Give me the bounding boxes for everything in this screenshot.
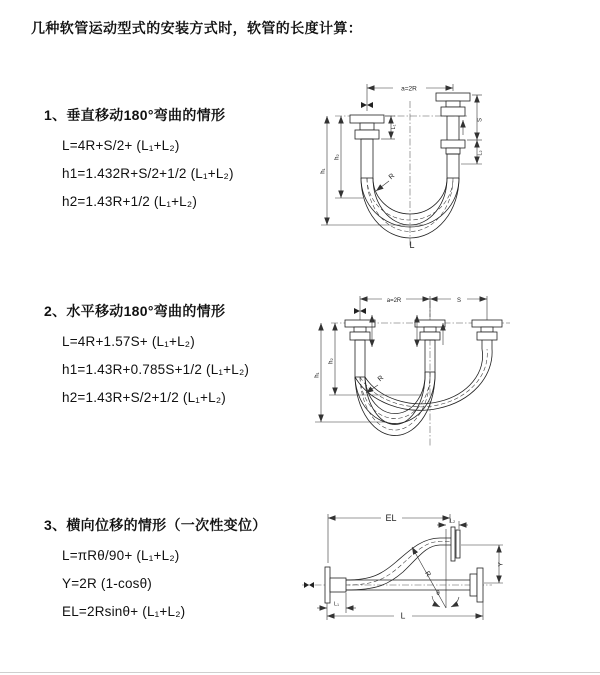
upper-flange-displaced-position <box>451 527 460 561</box>
displaced-hose-centerline <box>346 542 451 586</box>
length-label: L <box>400 610 406 621</box>
formula-line: L=πRθ/90+ (L₁+L₂) <box>62 548 180 563</box>
height1-label: h₁ <box>320 168 327 174</box>
span-dimension-label: a=2R <box>401 85 417 93</box>
hose-bend-arcs <box>355 349 492 436</box>
formula-list <box>62 132 234 216</box>
right-fitting-moved-position <box>472 320 502 349</box>
section-heading: 2、水平移动180°弯曲的情形 <box>44 303 226 319</box>
formula-line: L=4R+S/2+ (L₁+L₂) <box>62 138 180 153</box>
left-fitting <box>345 320 375 377</box>
formula-line: L=4R+1.57S+ (L₁+L₂) <box>62 334 195 349</box>
height2-label: h₂ <box>334 154 341 160</box>
section-heading: 1、垂直移动180°弯曲的情形 <box>44 107 226 123</box>
left-fitting <box>350 115 384 178</box>
formula-line: h2=1.43R+S/2+1/2 (L₁+L₂) <box>62 390 226 405</box>
formula-list <box>62 328 249 412</box>
connector-left-label: L₁ <box>391 124 397 130</box>
formula-list <box>62 542 267 626</box>
angle-label: θ <box>436 591 440 597</box>
formula-line: Y=2R (1-cosθ) <box>62 576 153 591</box>
section-lateral-displacement <box>44 515 267 626</box>
connector-left-label: L₁ <box>334 601 339 608</box>
page-bottom-rule <box>0 672 600 673</box>
radius-label: R <box>376 374 386 384</box>
section-horizontal-movement <box>44 301 249 412</box>
dimension-lines <box>317 514 503 620</box>
offset-label: Y <box>497 562 505 567</box>
right-fitting-two-positions <box>436 93 470 178</box>
diagram-horizontal-movement <box>305 287 595 460</box>
dimension-lines <box>315 296 487 422</box>
height2-label: h₂ <box>328 358 335 364</box>
formula-line: h2=1.43R+1/2 (L₁+L₂) <box>62 194 198 209</box>
formula-line: EL=2Rsinθ+ (L₁+L₂) <box>62 604 186 619</box>
section-vertical-movement <box>44 105 234 216</box>
radius-label: R <box>423 570 432 579</box>
connector-right-label: L₂ <box>449 518 456 525</box>
span-dimension-label: a=2R <box>386 297 402 304</box>
height1-label: h₁ <box>314 372 321 378</box>
travel-dimension-label: S <box>456 297 462 304</box>
page-title: 几种软管运动型式的安装方式时，软管的长度计算： <box>31 20 363 36</box>
right-flange-original-position <box>470 568 483 602</box>
displaced-hose-curve <box>346 538 451 590</box>
connector-right-label: L₂ <box>477 150 484 156</box>
valve-symbol-icon <box>304 582 314 588</box>
diagram-vertical-movement <box>305 75 595 260</box>
section-heading: 3、横向位移的情形（一次性变位） <box>44 517 267 533</box>
radius-label: R <box>387 172 397 182</box>
extended-length-label: EL <box>385 513 397 523</box>
travel-dimension-label: S <box>477 117 484 123</box>
left-flange <box>325 567 346 603</box>
length-label: L <box>409 240 415 250</box>
formula-line: h1=1.432R+S/2+1/2 (L₁+L₂) <box>62 166 234 181</box>
formula-line: h1=1.43R+0.785S+1/2 (L₁+L₂) <box>62 362 250 377</box>
diagram-lateral-displacement <box>300 495 600 645</box>
